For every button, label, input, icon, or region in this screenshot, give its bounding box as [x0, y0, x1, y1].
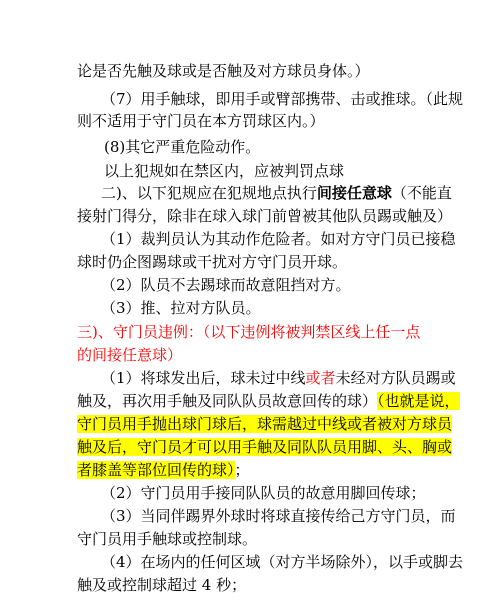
text-segment: 接射门得分，除非在球入球门前曾被其他队员踢或触及）	[77, 207, 453, 225]
text-line	[101, 88, 463, 112]
text-line	[77, 110, 325, 134]
text-line	[101, 367, 456, 391]
text-segment: 触及或控制球超过 4 秒；	[77, 576, 247, 594]
text-segment: （1）将球发出后，球未过中线	[101, 369, 306, 387]
text-line	[101, 551, 463, 575]
text-line	[77, 574, 246, 598]
red-text: 三)、守门员违例：（以下违例将被判禁区线上任一点	[77, 323, 421, 341]
text-line	[101, 505, 456, 529]
text-segment: （2）队员不去踢球而故意阻挡对方。	[101, 276, 351, 294]
text-segment: 球时仍企图踢球或干扰对方守门员开球。	[77, 253, 348, 271]
text-segment: (8)其它严重危险动作。	[104, 138, 261, 156]
text-segment: （4）在场内的任何区域（对方半场除外），以手或脚去	[101, 553, 464, 571]
text-segment: 未经对方队员踢或	[335, 369, 456, 387]
text-line	[77, 459, 250, 483]
text-line	[77, 436, 452, 460]
text-segment: （1）裁判员认为其动作危险者。如对方守门员已接稳	[101, 230, 456, 248]
text-segment: （3）当同伴踢界外球时将球直接传给己方守门员，而	[101, 507, 456, 525]
text-line	[101, 228, 456, 252]
text-line	[77, 344, 182, 368]
text-segment: 论是否先触及球或是否触及对方球员身体。）	[77, 62, 370, 80]
text-line	[77, 390, 460, 414]
text-line	[104, 136, 260, 160]
text-line	[101, 482, 426, 506]
highlighted-text: （也就是说，	[377, 392, 460, 410]
text-segment: 触及，再次用手触及同队队员故意回传的球）	[77, 392, 378, 410]
red-text: 的间接任意球）	[77, 346, 183, 364]
text-line	[77, 528, 257, 552]
text-line	[77, 205, 452, 229]
text-line	[77, 413, 452, 437]
text-line	[101, 274, 351, 298]
text-line	[77, 60, 370, 84]
highlighted-text: 守门员用手抛出球门球后，球需越过中线或者被对方球员	[77, 415, 453, 433]
highlighted-text: 者膝盖等部位回传的球）	[77, 461, 235, 479]
text-segment: （7）用手触球，即用手或臂部携带、击或推球。（此规	[101, 90, 464, 108]
text-segment: 则不适用于守门员在本方罚球区内。）	[77, 112, 325, 130]
text-segment: 以上犯规如在禁区内，应被判罚点球	[104, 162, 345, 180]
text-line	[104, 160, 344, 184]
text-line	[101, 182, 452, 206]
highlighted-text: 触及后，守门员才可以用手触及同队队员用脚、头、胸或	[77, 438, 453, 456]
text-segment: ；	[234, 461, 250, 479]
bold-text: 间接任意球	[316, 184, 392, 202]
text-segment: （3）推、拉对方队员。	[101, 299, 261, 317]
text-line	[77, 321, 420, 345]
red-text: 或者	[305, 369, 336, 387]
text-segment: （不能直	[391, 184, 452, 202]
text-line	[101, 297, 261, 321]
text-segment: 守门员用手触球或控制球。	[77, 530, 258, 548]
text-segment: （2）守门员用手接同队队员的故意用脚回传球；	[101, 484, 426, 502]
text-line	[77, 251, 347, 275]
text-segment: 二)、以下犯规应在犯规地点执行	[101, 184, 317, 202]
